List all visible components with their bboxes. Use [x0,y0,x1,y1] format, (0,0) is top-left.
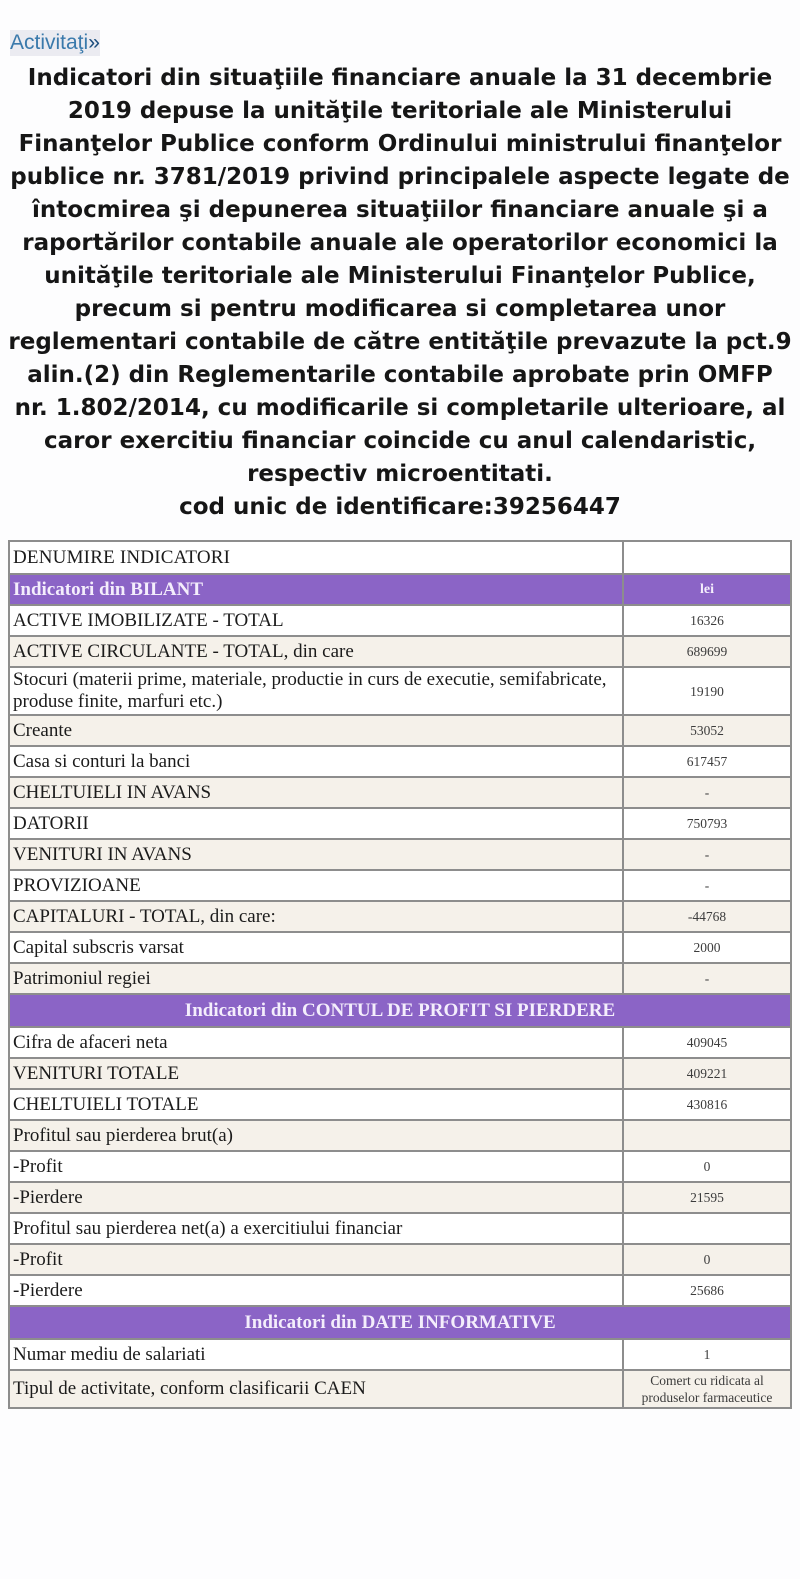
indicator-name-cell: Profitul sau pierderea net(a) a exercitiului financiar [9,1213,623,1244]
table-row [9,715,791,746]
indicator-name-cell: DATORII [9,808,623,839]
indicator-value-cell: 0 [623,1244,791,1275]
table-row [9,605,791,636]
section-header-row [9,994,791,1027]
table-row [9,1182,791,1213]
table-row [9,870,791,901]
indicator-value-cell [623,1120,791,1151]
indicator-name-cell: Numar mediu de salariati [9,1339,623,1370]
indicator-value-cell: Comert cu ridicata al produselor farmaceutice [623,1370,791,1408]
indicator-value-cell [623,1213,791,1244]
section-header-row [9,574,791,605]
table-row [9,1058,791,1089]
indicator-name-cell: Profitul sau pierderea brut(a) [9,1120,623,1151]
table-row [9,1120,791,1151]
table-row [9,1339,791,1370]
indicator-name-cell: -Profit [9,1151,623,1182]
indicator-name-cell: DENUMIRE INDICATORI [9,541,623,574]
indicator-name-cell: Patrimoniul regiei [9,963,623,994]
breadcrumb-label: Activitaţi [10,31,89,54]
table-row [9,777,791,808]
table-row [9,808,791,839]
section-title: Indicatori din BILANT [9,574,623,605]
indicator-value-cell: 21595 [623,1182,791,1213]
indicator-name-cell: Stocuri (materii prime, materiale, productie in curs de executie, semifabricate, produse finite, marfuri etc.) [9,667,623,715]
indicator-value-cell: 1 [623,1339,791,1370]
indicator-value-cell: 25686 [623,1275,791,1306]
table-header-row [9,541,791,574]
indicator-name-cell: ACTIVE CIRCULANTE - TOTAL, din care [9,636,623,667]
indicator-name-cell: Capital subscris varsat [9,932,623,963]
table-row [9,963,791,994]
table-row [9,667,791,715]
cui-line: cod unic de identificare:39256447 [179,494,621,520]
indicator-name-cell: ACTIVE IMOBILIZATE - TOTAL [9,605,623,636]
section-title: Indicatori din DATE INFORMATIVE [9,1306,791,1339]
indicator-value-cell: - [623,870,791,901]
indicator-value-cell: -44768 [623,901,791,932]
indicator-value-cell: 409221 [623,1058,791,1089]
indicator-name-cell: Creante [9,715,623,746]
indicator-value-cell: 617457 [623,746,791,777]
indicator-name-cell: Tipul de activitate, conform clasificarii CAEN [9,1370,623,1408]
breadcrumb-activitati-link[interactable] [10,30,100,56]
unit-cell: lei [623,574,791,605]
indicator-value-cell: 409045 [623,1027,791,1058]
indicator-value-cell: 53052 [623,715,791,746]
table-row [9,901,791,932]
indicator-name-cell: -Pierdere [9,1182,623,1213]
indicator-value-cell: - [623,777,791,808]
table-row [9,1244,791,1275]
table-row [9,1027,791,1058]
breadcrumb-arrow-icon: » [88,31,100,54]
indicator-name-cell: CAPITALURI - TOTAL, din care: [9,901,623,932]
indicators-table [8,540,792,1409]
section-header-row [9,1306,791,1339]
table-row [9,932,791,963]
indicator-name-cell: Cifra de afaceri neta [9,1027,623,1058]
indicator-value-cell: 689699 [623,636,791,667]
indicator-value-cell [623,541,791,574]
section-title: Indicatori din CONTUL DE PROFIT SI PIERDERE [9,994,791,1027]
indicator-name-cell: -Pierdere [9,1275,623,1306]
table-row [9,839,791,870]
indicator-name-cell: CHELTUIELI IN AVANS [9,777,623,808]
table-row [9,1089,791,1120]
table-row [9,1151,791,1182]
indicator-name-cell: Casa si conturi la banci [9,746,623,777]
indicator-value-cell: - [623,963,791,994]
indicator-name-cell: VENITURI IN AVANS [9,839,623,870]
table-row [9,1275,791,1306]
table-row [9,1213,791,1244]
table-row [9,746,791,777]
indicator-value-cell: 2000 [623,932,791,963]
page-title: Indicatori din situaţiile financiare anuale la 31 decembrie 2019 depuse la unităţile teritoriale ale Ministerului Finanţelor Publice conform Ordinului ministrului finanţelor publice nr. 3781/2019 privind principalele aspecte legate de întocmirea şi depunerea situaţiilor financiare anuale şi a raportărilor contabile anuale ale operatorilor economici la unităţile teritoriale ale Ministerului Finanţelor Publice, precum si pentru modificarea si completarea unor reglementari contabile de către entităţile prevazute la pct.9 alin.(2) din Reglementarile contabile aprobate prin OMFP nr. 1.802/2014, cu modificarile si completarile ulterioare, al caror exercitiu financiar coincide cu anul calendaristic, respectiv microentitati. [8,65,792,487]
indicator-name-cell: CHELTUIELI TOTALE [9,1089,623,1120]
table-row [9,1370,791,1408]
indicator-name-cell: VENITURI TOTALE [9,1058,623,1089]
indicator-value-cell: 19190 [623,667,791,715]
indicator-name-cell: PROVIZIOANE [9,870,623,901]
indicator-value-cell: 750793 [623,808,791,839]
indicator-value-cell: 0 [623,1151,791,1182]
indicator-name-cell: -Profit [9,1244,623,1275]
table-row [9,636,791,667]
indicator-value-cell: - [623,839,791,870]
indicator-value-cell: 16326 [623,605,791,636]
indicator-value-cell: 430816 [623,1089,791,1120]
